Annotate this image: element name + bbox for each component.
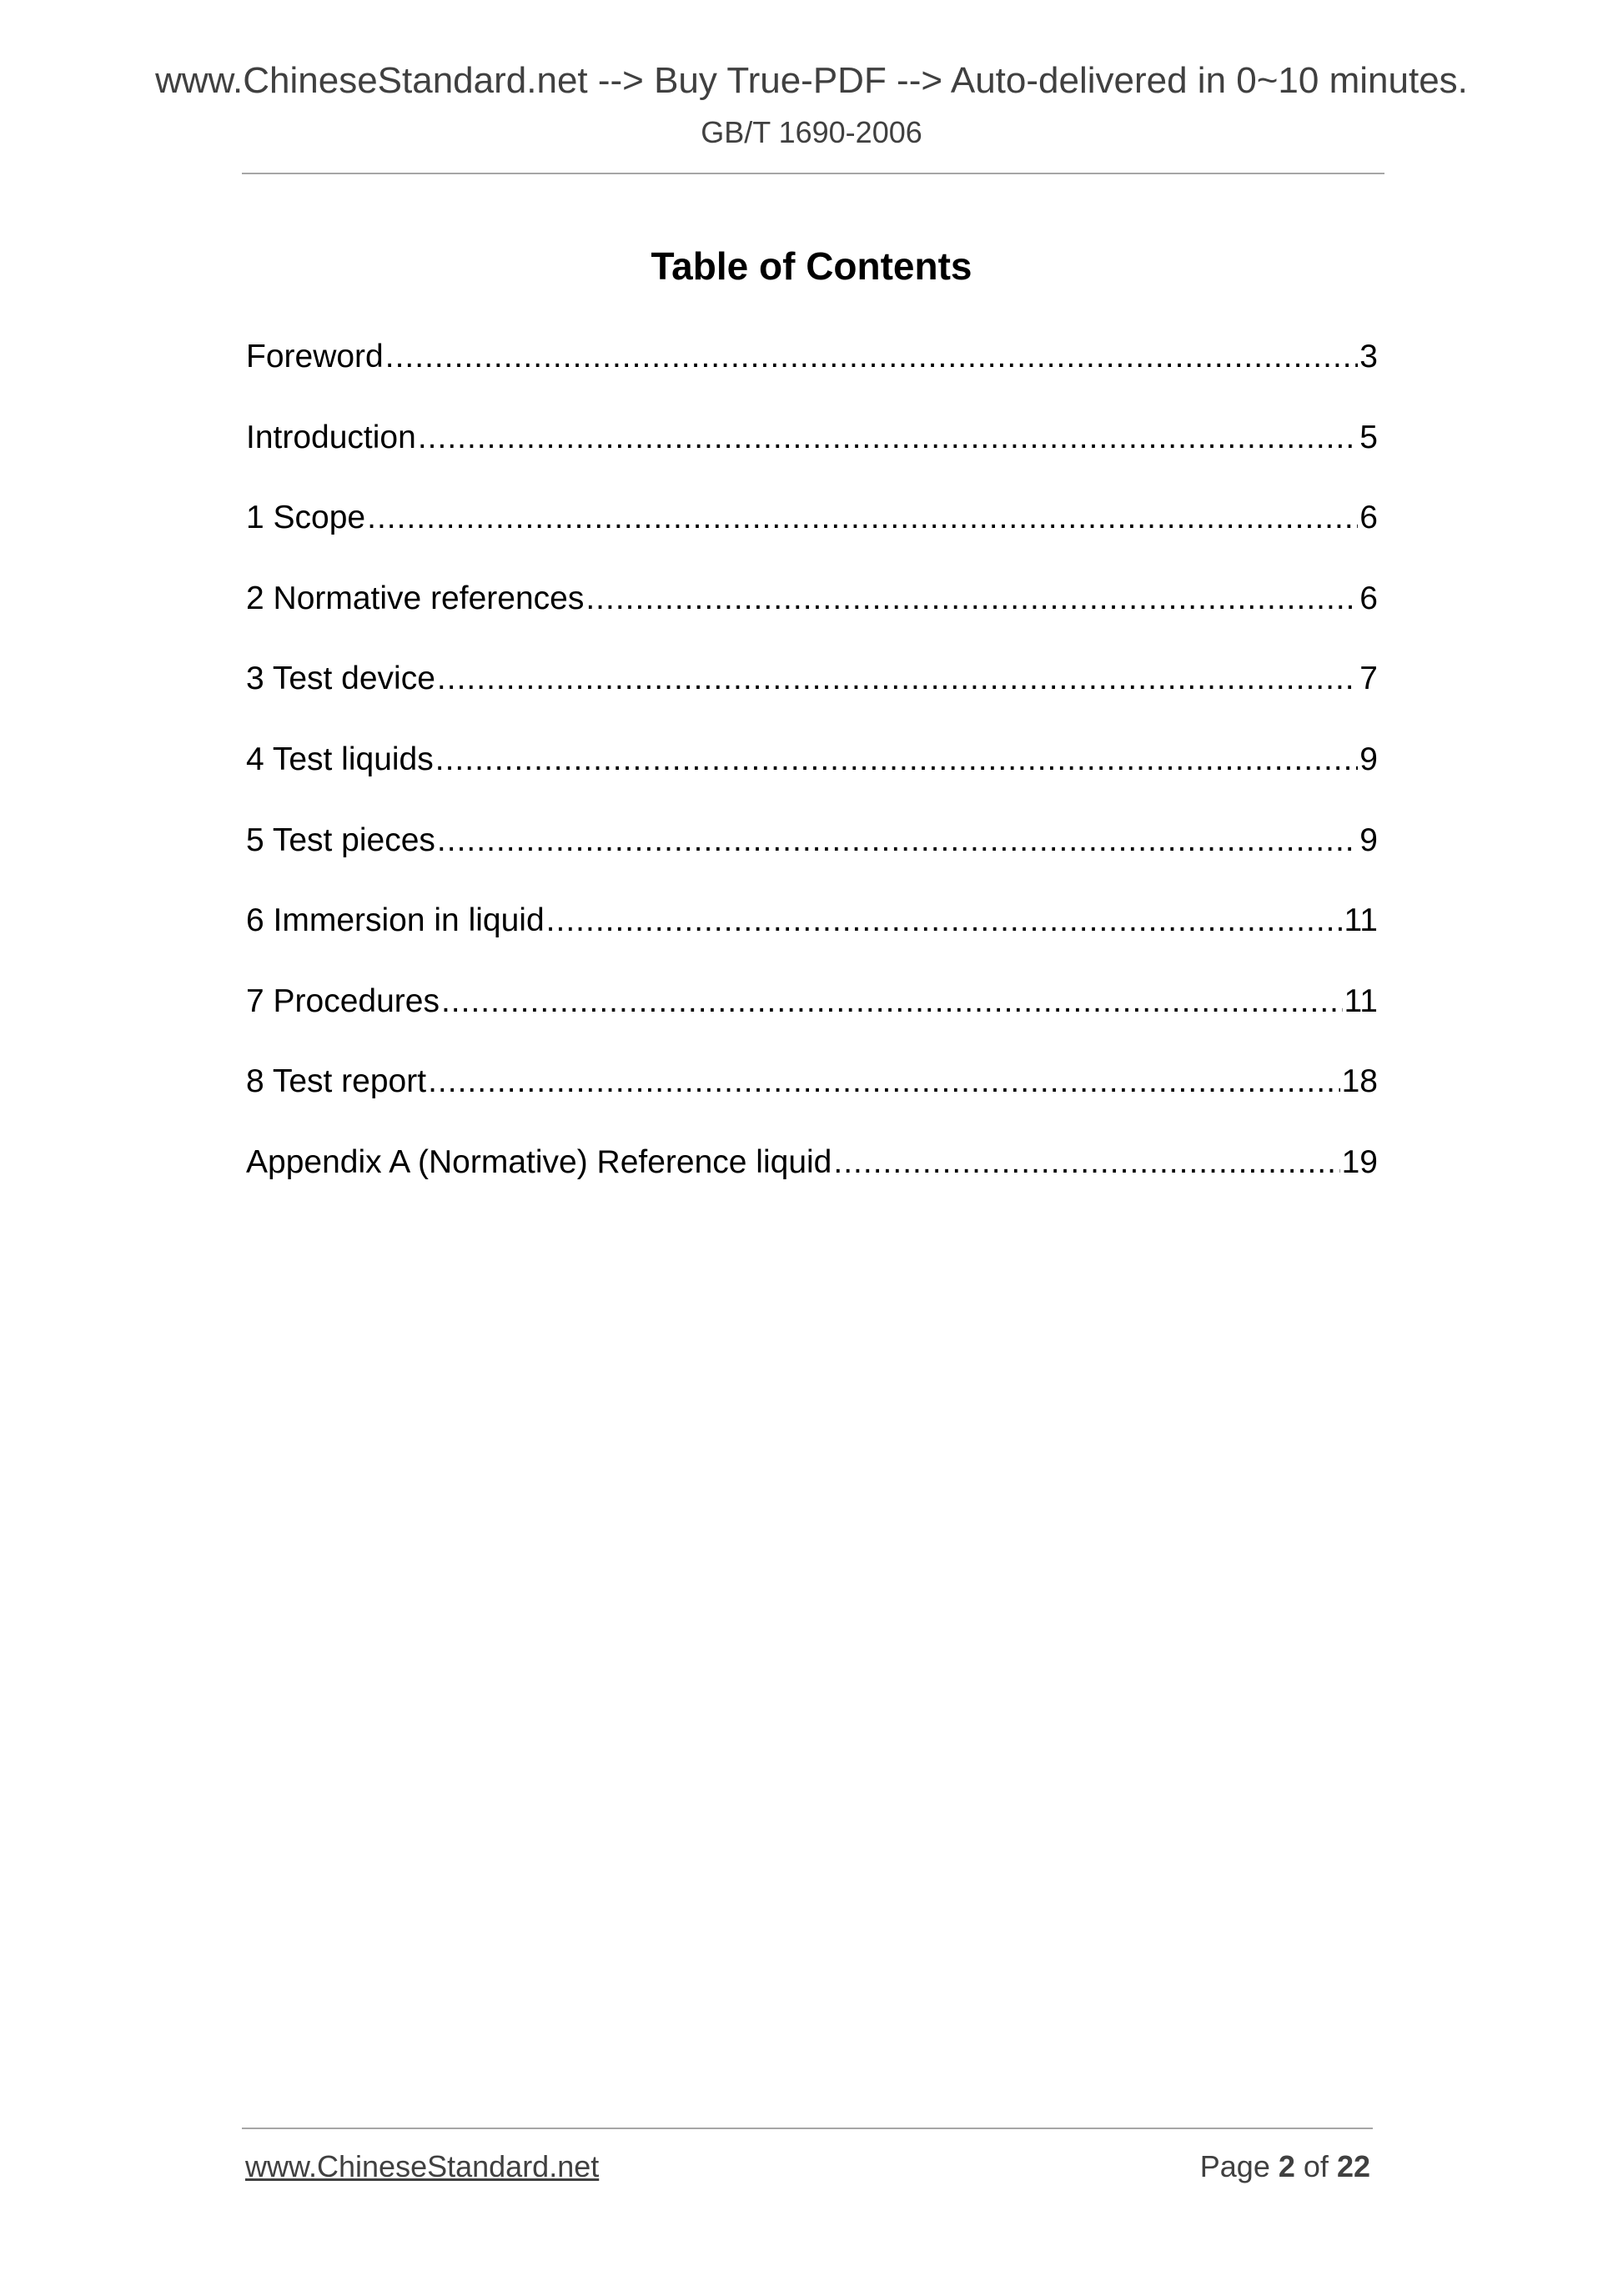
toc-entry-page: 7 [1359, 661, 1378, 697]
standard-code: GB/T 1690-2006 [701, 115, 922, 149]
toc-entry-foreword[interactable] [246, 335, 1378, 416]
toc-entry-introduction[interactable] [246, 416, 1378, 497]
toc-entry-label: Appendix A (Normative) Reference liquid [246, 1143, 832, 1180]
toc-entry-test-liquids[interactable] [246, 738, 1378, 819]
current-page: 2 [1278, 2149, 1295, 2183]
toc-entry-label: 8 Test report [246, 1063, 427, 1100]
toc-dot-leader [441, 980, 1343, 1023]
toc-list [246, 335, 1378, 1222]
toc-entry-page: 9 [1359, 821, 1378, 858]
toc-entry-page: 5 [1359, 419, 1378, 455]
toc-entry-page: 19 [1341, 1143, 1378, 1180]
toc-entry-label: 1 Scope [246, 500, 366, 536]
toc-entry-label: 2 Normative references [246, 580, 585, 616]
toc-dot-leader [437, 819, 1358, 862]
toc-dot-leader [385, 335, 1359, 379]
page-of: of [1303, 2149, 1329, 2183]
toc-dot-leader [367, 496, 1358, 540]
toc-entry-procedures[interactable] [246, 980, 1378, 1061]
toc-dot-leader [833, 1141, 1339, 1184]
toc-entry-page: 9 [1359, 741, 1378, 777]
footer-page-number [1200, 2149, 1370, 2184]
toc-entry-label: Introduction [246, 419, 416, 455]
toc-dot-leader [428, 1060, 1340, 1103]
header-divider [242, 173, 1384, 174]
toc-dot-leader [418, 416, 1358, 460]
toc-entry-label: 4 Test liquids [246, 741, 434, 777]
toc-entry-page: 6 [1359, 580, 1378, 616]
toc-title: Table of Contents [651, 244, 972, 288]
toc-entry-scope[interactable] [246, 496, 1378, 577]
footer-divider [242, 2128, 1373, 2129]
toc-entry-page: 11 [1344, 902, 1378, 939]
header-banner: www.ChineseStandard.net --> Buy True-PDF --> Auto-delivered in 0~10 minutes. [155, 60, 1468, 101]
footer-website-link[interactable]: www.ChineseStandard.net [245, 2149, 600, 2183]
toc-dot-leader [546, 899, 1343, 942]
toc-entry-page: 18 [1341, 1063, 1378, 1100]
toc-entry-page: 11 [1344, 982, 1378, 1019]
toc-entry-label: 3 Test device [246, 661, 435, 697]
toc-entry-test-report[interactable] [246, 1060, 1378, 1141]
toc-entry-test-pieces[interactable] [246, 819, 1378, 900]
toc-entry-test-device[interactable] [246, 657, 1378, 738]
page-prefix: Page [1199, 2149, 1270, 2183]
toc-dot-leader [585, 577, 1358, 620]
toc-entry-label: 6 Immersion in liquid [246, 902, 545, 939]
toc-dot-leader [437, 657, 1358, 701]
toc-entry-page: 6 [1359, 500, 1378, 536]
toc-entry-label: 5 Test pieces [246, 821, 435, 858]
toc-entry-label: Foreword [246, 339, 384, 374]
toc-entry-appendix-a[interactable] [246, 1141, 1378, 1222]
toc-entry-immersion-in-liquid[interactable] [246, 899, 1378, 980]
toc-entry-normative-references[interactable] [246, 577, 1378, 658]
toc-dot-leader [435, 738, 1359, 781]
total-pages: 22 [1336, 2149, 1370, 2183]
toc-entry-page: 3 [1359, 339, 1378, 374]
toc-entry-label: 7 Procedures [246, 982, 440, 1019]
